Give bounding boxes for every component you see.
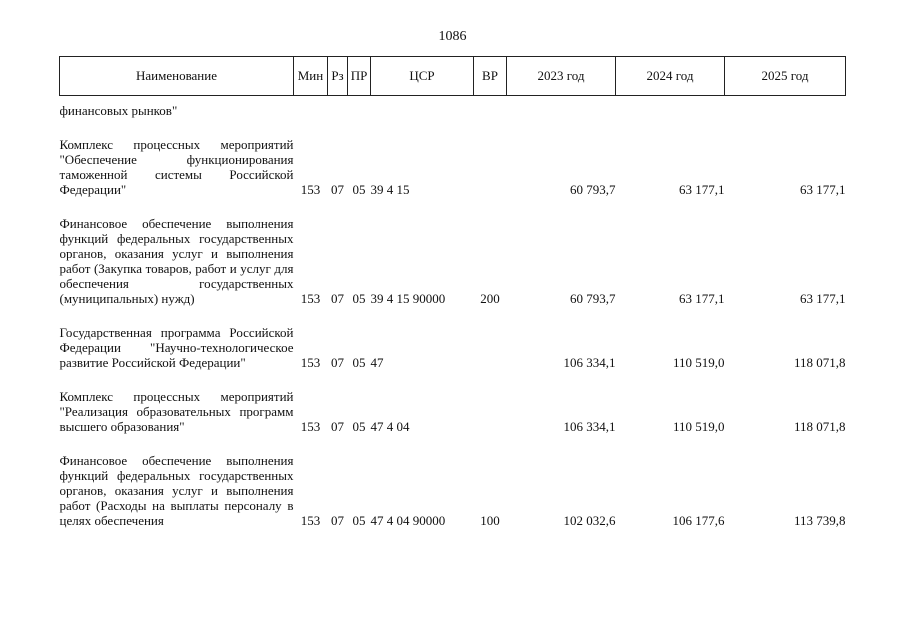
- row-2025: 63 177,1: [800, 182, 846, 197]
- row-2024: 63 177,1: [679, 182, 725, 197]
- row-pr: 05: [352, 291, 366, 306]
- row-pr: 05: [352, 182, 366, 197]
- row-vr: 100: [480, 513, 500, 528]
- row-name: Финансовое обеспечение выполнения функций федеральных государственных органов, оказания услуг и выполнения работ (Расходы на выплаты персоналу в целях обеспечения: [59, 453, 294, 528]
- row-2023: 60 793,7: [570, 182, 616, 197]
- row-2024: 110 519,0: [672, 355, 725, 370]
- row-pr: 05: [352, 419, 366, 434]
- row-name: Комплекс процессных мероприятий "Реализация образовательных программ высшего образования": [59, 389, 294, 434]
- row-vr: [474, 137, 507, 197]
- table-header-row: [60, 57, 846, 96]
- column-header-csr: ЦСР: [371, 57, 474, 96]
- table-row: [60, 216, 846, 306]
- budget-table: [59, 56, 846, 528]
- row-csr: 39 4 15: [370, 182, 410, 197]
- row-pr: 05: [352, 355, 366, 370]
- row-2025: 113 739,8: [793, 513, 846, 528]
- continuation-row: [60, 96, 846, 119]
- column-header-name: Наименование: [60, 57, 294, 96]
- row-2023: 106 334,1: [563, 355, 616, 370]
- row-min: 153: [300, 355, 321, 370]
- row-vr: [474, 325, 507, 370]
- row-rz: 07: [331, 419, 344, 434]
- row-2024: 110 519,0: [672, 419, 725, 434]
- page-number: 1086: [438, 29, 467, 44]
- row-2023: 60 793,7: [570, 291, 616, 306]
- row-vr: 200: [480, 291, 500, 306]
- row-csr: 47 4 04 90000: [370, 513, 446, 528]
- column-header-pr: ПР: [348, 57, 371, 96]
- row-csr: 47: [370, 355, 384, 370]
- row-name: Государственная программа Российской Федерации "Научно-технологическое развитие Российской Федерации": [59, 325, 294, 370]
- row-2024: 106 177,6: [672, 513, 725, 528]
- column-header-2023: 2023 год: [507, 57, 616, 96]
- row-2025: 63 177,1: [800, 291, 846, 306]
- row-csr: 39 4 15 90000: [370, 291, 446, 306]
- row-min: 153: [300, 513, 321, 528]
- row-pr: 05: [352, 513, 366, 528]
- row-2025: 118 071,8: [793, 419, 846, 434]
- row-2024: 63 177,1: [679, 291, 725, 306]
- row-rz: 07: [331, 513, 344, 528]
- row-csr: 47 4 04: [370, 419, 410, 434]
- row-min: 153: [300, 182, 321, 197]
- column-header-2024: 2024 год: [616, 57, 725, 96]
- row-2023: 102 032,6: [563, 513, 616, 528]
- row-rz: 07: [331, 182, 344, 197]
- table-row: [60, 389, 846, 434]
- table-row: [60, 453, 846, 528]
- column-header-vr: ВР: [474, 57, 507, 96]
- row-name: Финансовое обеспечение выполнения функций федеральных государственных органов, оказания услуг и выполнения работ (Закупка товаров, работ и услуг для обеспечения государственных (муниципальных) нужд): [59, 216, 294, 306]
- row-min: 153: [300, 291, 321, 306]
- column-header-2025: 2025 год: [725, 57, 846, 96]
- row-2025: 118 071,8: [793, 355, 846, 370]
- row-rz: 07: [331, 291, 344, 306]
- row-vr: [474, 389, 507, 434]
- column-header-rz: Рз: [328, 57, 348, 96]
- table-row: [60, 325, 846, 370]
- continuation-text: финансовых рынков": [59, 103, 178, 118]
- row-name: Комплекс процессных мероприятий "Обеспечение функционирования таможенной системы Российской Федерации": [59, 137, 294, 197]
- row-rz: 07: [331, 355, 344, 370]
- row-2023: 106 334,1: [563, 419, 616, 434]
- row-min: 153: [300, 419, 321, 434]
- column-header-min: Мин: [294, 57, 328, 96]
- table-row: [60, 137, 846, 197]
